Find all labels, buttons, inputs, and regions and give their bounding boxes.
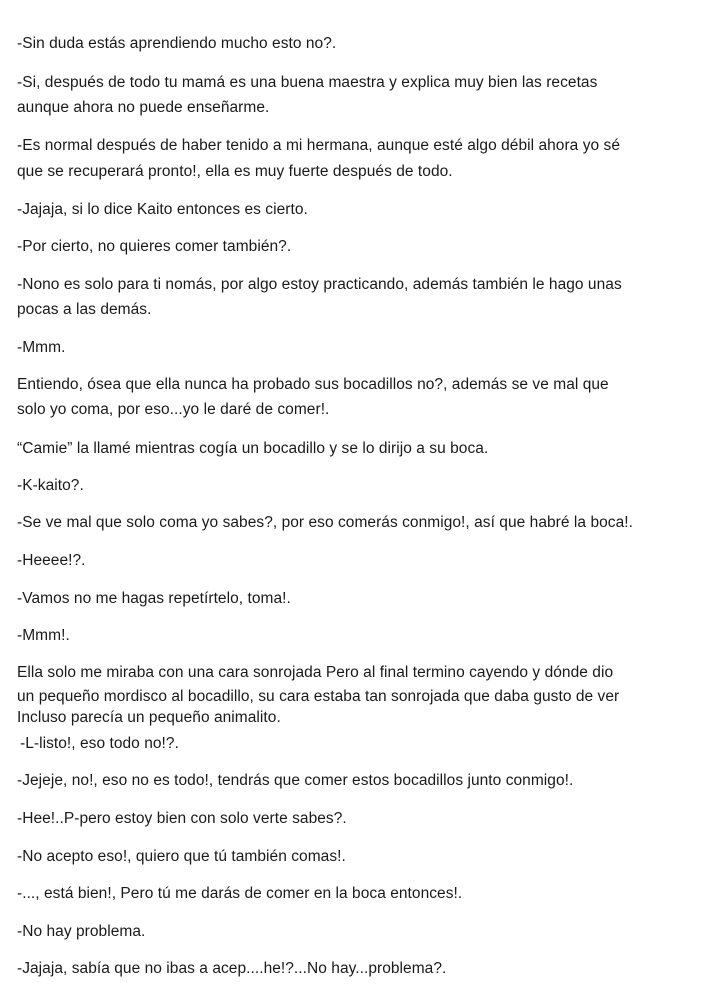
text-line: solo yo coma, por eso...yo le daré de comer!. (17, 401, 330, 418)
text-line: Entiendo, ósea que ella nunca ha probado sus bocadillos no?, además se ve mal que (17, 376, 609, 393)
text-line: -Jejeje, no!, eso no es todo!, tendrás que comer estos bocadillos junto conmigo!. (17, 772, 574, 789)
text-line: -Heeee!?. (17, 552, 86, 569)
text-line: -Por cierto, no quieres comer también?. (17, 238, 292, 255)
text-line: -L-listo!, eso todo no!?. (20, 735, 179, 752)
text-line: un pequeño mordisco al bocadillo, su cara estaba tan sonrojada que daba gusto de ver (17, 688, 620, 705)
text-line: -Vamos no me hagas repetírtelo, toma!. (17, 590, 291, 607)
text-line: -Nono es solo para ti nomás, por algo estoy practicando, además también le hago unas (17, 276, 622, 293)
text-line: -No acepto eso!, quiero que tú también comas!. (17, 848, 346, 865)
text-line: -Jajaja, sabía que no ibas a acep....he!?...No hay...problema?. (17, 960, 447, 977)
text-line: -Sin duda estás aprendiendo mucho esto no?. (17, 35, 337, 52)
text-line: -Hee!..P-pero estoy bien con solo verte sabes?. (17, 810, 347, 827)
text-line: -..., está bien!, Pero tú me darás de comer en la boca entonces!. (17, 885, 463, 902)
text-line: -Mmm!. (17, 627, 70, 644)
text-line: “Camie” la llamé mientras cogía un bocadillo y se lo dirijo a su boca. (17, 440, 489, 457)
text-line: Incluso parecía un pequeño animalito. (17, 709, 281, 726)
text-line: aunque ahora no puede enseñarme. (17, 99, 270, 116)
text-line: -Es normal después de haber tenido a mi hermana, aunque esté algo débil ahora yo sé (17, 137, 621, 154)
text-line: -No hay problema. (17, 923, 146, 940)
text-line: pocas a las demás. (17, 301, 152, 318)
text-line: Ella solo me miraba con una cara sonrojada Pero al final termino cayendo y dónde dio (17, 664, 614, 681)
text-line: -Se ve mal que solo coma yo sabes?, por eso comerás conmigo!, así que habré la boca!. (17, 514, 633, 531)
text-line: -Jajaja, si lo dice Kaito entonces es cierto. (17, 201, 308, 218)
text-line: -Mmm. (17, 339, 66, 356)
text-line: -K-kaito?. (17, 477, 84, 494)
text-line: -Si, después de todo tu mamá es una buena maestra y explica muy bien las recetas (17, 74, 598, 91)
text-line: que se recuperará pronto!, ella es muy fuerte después de todo. (17, 163, 453, 180)
